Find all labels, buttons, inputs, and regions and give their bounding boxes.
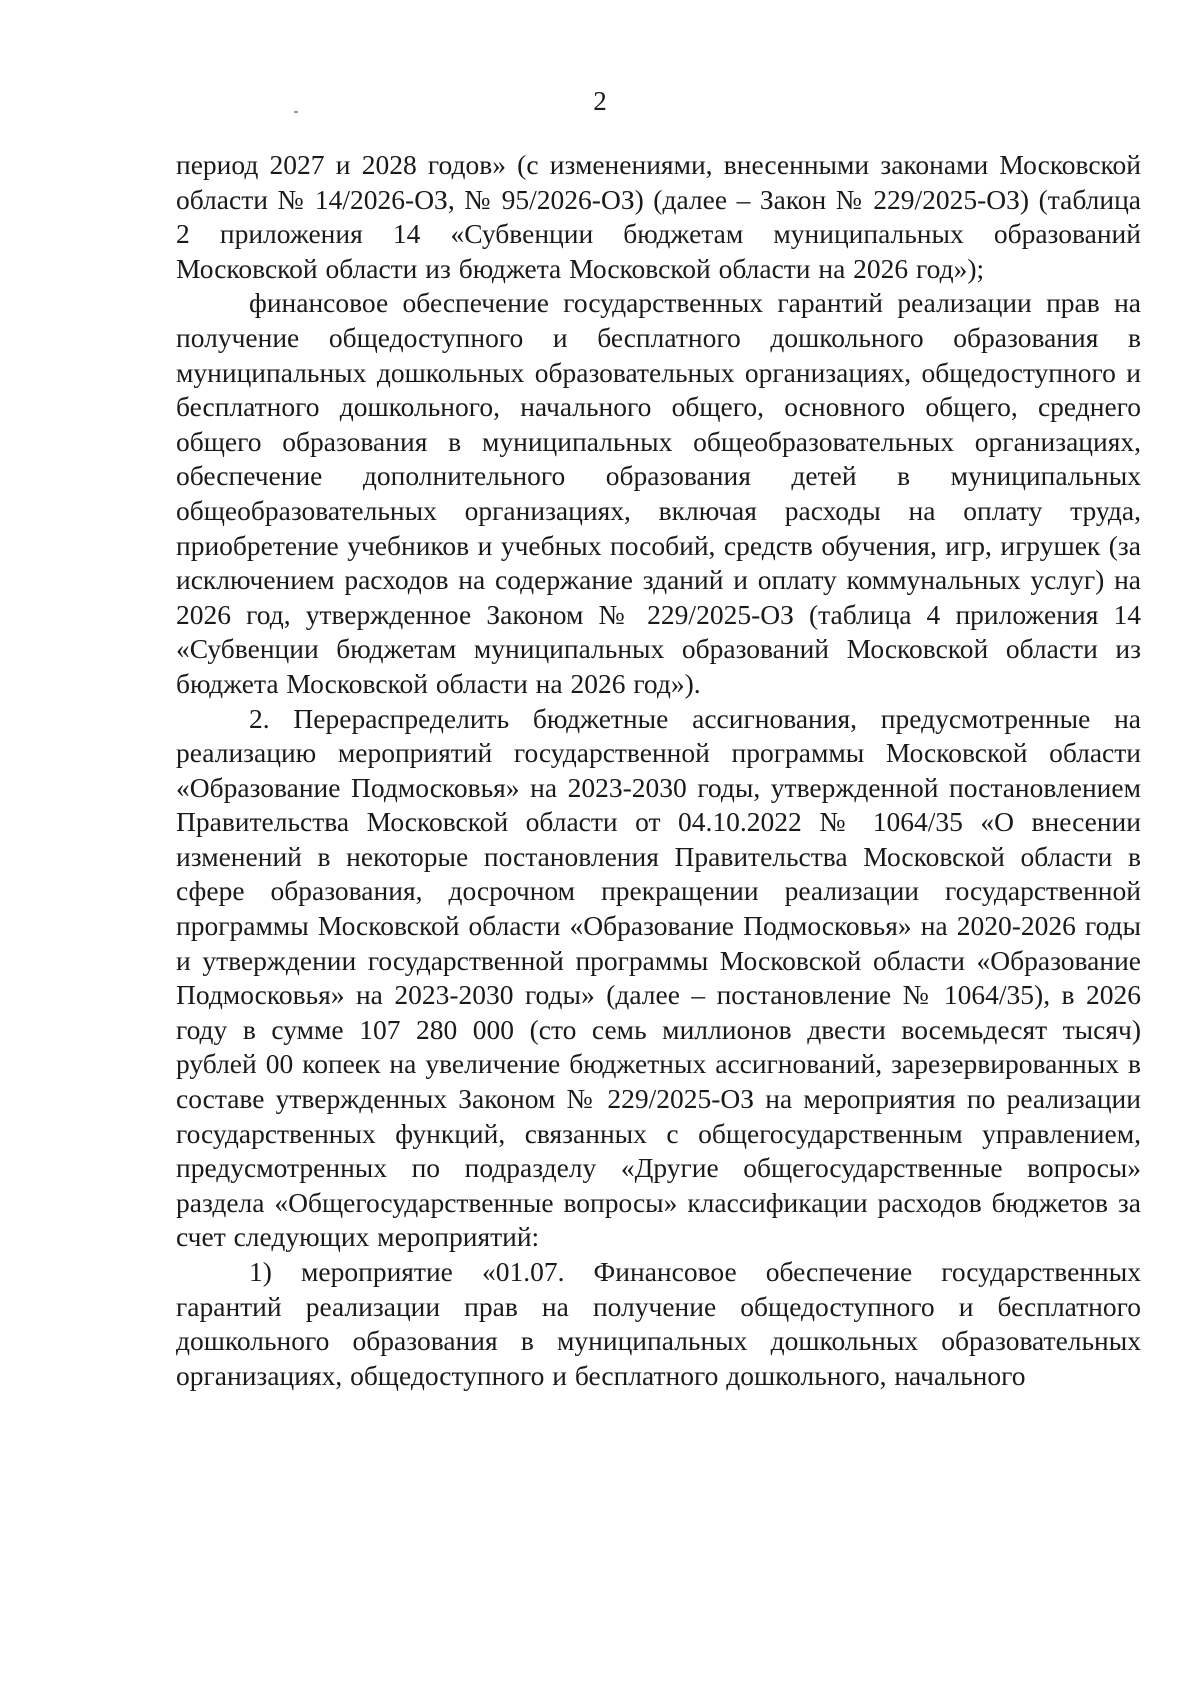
paragraph-subitem-1-measure: 1) мероприятие «01.07. Финансовое обеспечение государственных гарантий реализации прав на получение общедоступного и бесплатного дошкольного образования в муниципальных дошкольных образовательных организациях, общедоступного и бесплатного дошкольного, начального xyxy=(176,1256,1141,1391)
page-number: 2 xyxy=(593,86,607,116)
paragraph-financial-guarantees: финансовое обеспечение государственных гарантий реализации прав на получение общедоступного и бесплатного дошкольного образования в муниципальных дошкольных образовательных организациях, общедоступного и бесплатного дошкольного, начального общего, основного общего, среднего общего образования в муниципальных общеобразовательных организациях, обеспечение дополнительного образования детей в муниципальных общеобразовательных организациях, включая расходы на оплату труда, приобретение учебников и учебных пособий, средств обучения, игр, игрушек (за исключением расходов на содержание зданий и оплату коммунальных услуг) на 2026 год, утвержденное Законом № 229/2025-ОЗ (таблица 4 приложения 14 «Субвенции бюджетам муниципальных образований Московской области из бюджета Московской области на 2026 год»). xyxy=(176,287,1141,699)
paragraph-continuation: период 2027 и 2028 годов» (с изменениями, внесенными законами Московской области № 14/2026-ОЗ, № 95/2026-ОЗ) (далее – Закон № 229/2025-ОЗ) (таблица 2 приложения 14 «Субвенции бюджетам муниципальных образований Московской области из бюджета Московской области на 2026 год»); xyxy=(176,149,1141,284)
document-body xyxy=(176,148,1141,1393)
paragraph-item-2-redistribute: 2. Перераспределить бюджетные ассигнования, предусмотренные на реализацию мероприятий государственной программы Московской области «Образование Подмосковья» на 2023-2030 годы, утвержденной постановлением Правительства Московской области от 04.10.2022 № 1064/35 «О внесении изменений в некоторые постановления Правительства Московской области в сфере образования, досрочном прекращении реализации государственной программы Московской области «Образование Подмосковья» на 2020-2026 годы и утверждении государственной программы Московской области «Образование Подмосковья» на 2023-2030 годы» (далее – постановление № 1064/35), в 2026 году в сумме 107 280 000 (сто семь миллионов двести восемьдесят тысяч) рублей 00 копеек на увеличение бюджетных ассигнований, зарезервированных в составе утвержденных Законом № 229/2025-ОЗ на мероприятия по реализации государственных функций, связанных с общегосударственным управлением, предусмотренных по подразделу «Другие общегосударственные вопросы» раздела «Общегосударственные вопросы» классификации расходов бюджетов за счет следующих мероприятий: xyxy=(176,702,1141,1253)
